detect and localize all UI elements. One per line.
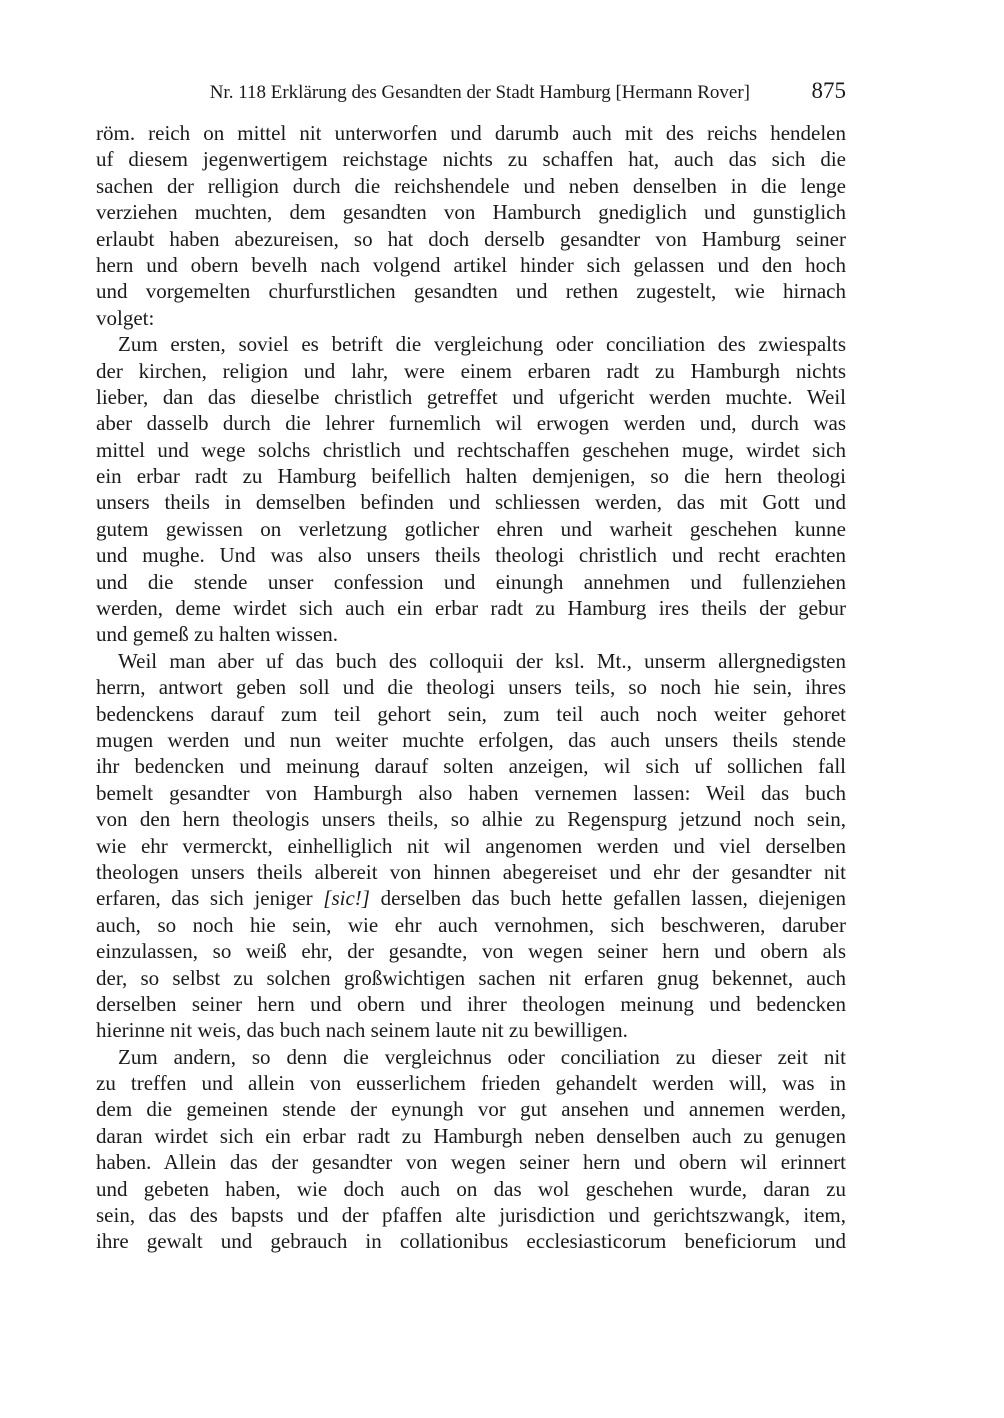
text-line: sein, das des bapsts und der pfaffen alte jurisdiction und gerichtszwangk, item,	[96, 1203, 846, 1228]
text-line	[96, 885, 846, 911]
text-line: werden, deme wirdet sich auch ein erbar radt zu Hamburg ires theils der gebur	[96, 596, 846, 621]
text-line: sachen der relligion durch die reichshendele und neben denselben in die lenge	[96, 173, 846, 198]
text-line: ihre gewalt und gebrauch in collationibus ecclesiasticorum beneficiorum und	[96, 1229, 846, 1254]
text-line: mugen werden und nun weiter muchte erfolgen, das auch unsers theils stende	[96, 727, 846, 752]
text-line: herrn, antwort geben soll und die theologi unsers teils, so noch hie sein, ihres	[96, 675, 846, 700]
text-line: aber dasselb durch die lehrer furnemlich wil erwogen werden und, durch was	[96, 411, 846, 436]
text-line: uf diesem jegenwertigem reichstage nichts zu schaffen hat, auch das sich die	[96, 147, 846, 172]
text-line: und gebeten haben, wie doch auch on das wol geschehen wurde, daran zu	[96, 1176, 846, 1201]
text-line: volget:	[96, 305, 155, 330]
text-line: ein erbar radt zu Hamburg beifellich halten demjenigen, so die hern theologi	[96, 464, 846, 489]
text-line: und mughe. Und was also unsers theils theologi christlich und recht erachten	[96, 543, 846, 568]
text-line: unsers theils in demselben befinden und schliessen werden, das mit Gott und	[96, 490, 846, 515]
text-line: ihr bedencken und meinung darauf solten anzeigen, wil sich uf sollichen fall	[96, 754, 846, 779]
text-line: theologen unsers theils albereit von hinnen abegereiset und ehr der gesandter nit	[96, 859, 846, 884]
document-page	[96, 76, 846, 1255]
paragraph	[96, 648, 846, 1044]
text-line: Weil man aber uf das buch des colloquii der ksl. Mt., unserm allergnedigsten	[118, 648, 846, 673]
text-line: Zum andern, so denn die vergleichnus oder conciliation zu dieser zeit nit	[118, 1044, 846, 1069]
text-line: bemelt gesandter von Hamburgh also haben vernemen lassen: Weil das buch	[96, 780, 846, 805]
text-line: bedenckens darauf zum teil gehort sein, zum teil auch noch weiter gehoret	[96, 701, 846, 726]
text-line: daran wirdet sich ein erbar radt zu Hamburgh neben denselben auch zu genugen	[96, 1123, 846, 1148]
running-head	[96, 76, 846, 110]
text-segment: derselben das buch hette gefallen lassen, diejenigen	[369, 886, 846, 911]
text-line: lieber, dan das dieselbe christlich getreffet und ufgericht werden muchte. Weil	[96, 384, 846, 409]
text-line: mittel und wege solchs christlich und rechtschaffen geschehen muge, wirdet sich	[96, 437, 846, 462]
text-line: wie ehr vermerckt, einhelliglich nit wil angenomen werden und viel derselben	[96, 833, 846, 858]
text-line: erlaubt haben abezureisen, so hat doch derselb gesandter von Hamburg seiner	[96, 226, 846, 251]
editorial-note: [sic!]	[323, 886, 370, 911]
text-line: röm. reich on mittel nit unterworfen und darumb auch mit des reichs hendelen	[96, 121, 846, 145]
text-line: der kirchen, religion und lahr, were einem erbaren radt zu Hamburgh nichts	[96, 358, 846, 383]
text-line: auch, so noch hie sein, wie ehr auch vernohmen, sich beschweren, daruber	[96, 912, 846, 937]
text-line: zu treffen und allein von eusserlichem frieden gehandelt werden will, was in	[96, 1071, 846, 1096]
text-line: und gemeß zu halten wissen.	[96, 622, 339, 647]
paragraph	[96, 120, 846, 331]
text-line: dem die gemeinen stende der eynungh vor gut ansehen und annemen werden,	[96, 1097, 846, 1122]
text-line: gutem gewissen on verletzung gotlicher ehren und warheit geschehen kunne	[96, 516, 846, 541]
text-line: derselben seiner hern und obern und ihrer theologen meinung und bedencken	[96, 991, 846, 1016]
text-line: und die stende unser confession und einungh annehmen und fullenziehen	[96, 569, 846, 594]
paragraph	[96, 331, 846, 648]
text-line: verziehen muchten, dem gesandten von Hamburch gnediglich und gunstiglich	[96, 200, 846, 225]
text-line: von den hern theologis unsers theils, so alhie zu Regenspurg jetzund noch sein,	[96, 807, 846, 832]
text-line: haben. Allein das der gesandter von wegen seiner hern und obern wil erinnert	[96, 1150, 846, 1175]
text-line: hern und obern bevelh nach volgend artikel hinder sich gelassen und den hoch	[96, 252, 846, 277]
text-line: hierinne nit weis, das buch nach seinem laute nit zu bewilligen.	[96, 1018, 628, 1043]
text-segment: erfaren, das sich jeniger	[96, 886, 324, 911]
text-line: Zum ersten, soviel es betrift die vergleichung oder conciliation des zwiespalts	[118, 332, 846, 357]
page-number: 875	[811, 78, 846, 103]
text-line: der, so selbst zu solchen großwichtigen sachen nit erfaren gnug bekennet, auch	[96, 965, 846, 990]
paragraph	[96, 1044, 846, 1255]
body-text	[96, 120, 846, 1255]
text-line: und vorgemelten churfurstlichen gesandten und rethen zugestelt, wie hirnach	[96, 279, 846, 304]
running-head-title: Nr. 118 Erklärung des Gesandten der Stadt Hamburg [Hermann Rover]	[209, 82, 750, 103]
text-line: einzulassen, so weiß ehr, der gesandte, von wegen seiner hern und obern als	[96, 939, 846, 964]
